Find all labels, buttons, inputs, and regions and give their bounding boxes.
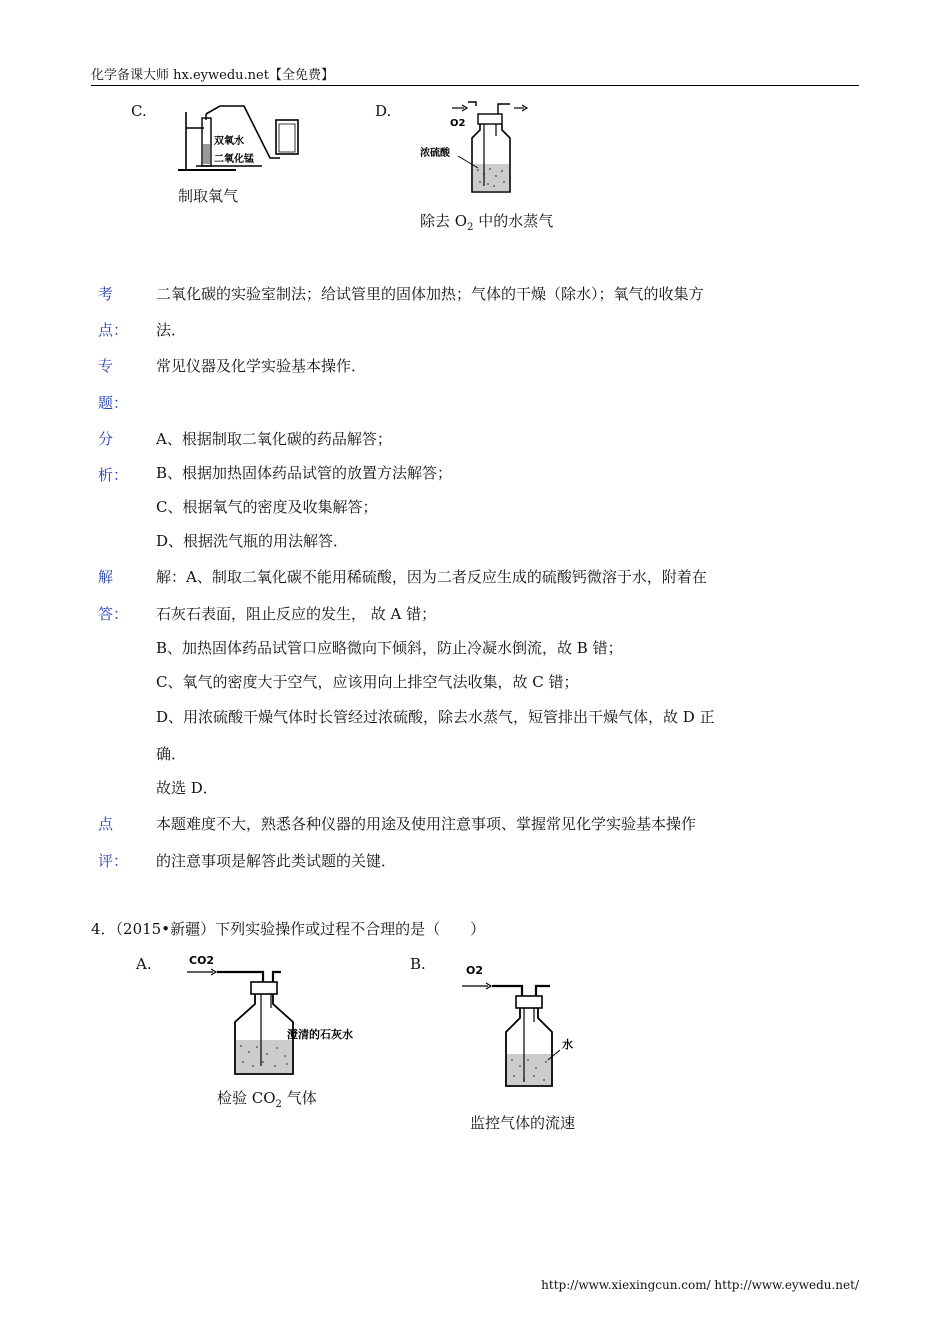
gas-flow-monitor-apparatus (460, 956, 590, 1096)
option-c-caption: 制取氧气 (178, 187, 239, 205)
dianping-label-2: 评： (98, 852, 129, 870)
dianping-line-2: 的注意事项是解答此类试题的关键． (156, 852, 397, 870)
zhuanti-label-1: 专 (98, 357, 114, 375)
option-a-letter: A. (136, 955, 152, 973)
jieda-line-3: B、加热固体药品试管口应略微向下倾斜，防止冷凝水倒流，故 B 错； (156, 639, 623, 657)
fenxi-a: A、根据制取二氧化碳的药品解答； (156, 430, 392, 448)
mno2-label: 二氧化锰 (214, 154, 254, 165)
jieda-line-7: 故选 D． (156, 779, 218, 797)
option-b-caption: 监控气体的流速 (470, 1114, 576, 1132)
oxygen-generation-apparatus (176, 100, 306, 176)
dianping-label-1: 点 (98, 815, 114, 833)
h2o2-label: 双氧水 (214, 136, 244, 147)
jieda-line-1: 解：A、制取二氧化碳不能用稀硫酸，因为二者反应生成的硫酸钙微溶于水，附着在 (156, 568, 707, 586)
dianping-line-1: 本题难度不大，熟悉各种仪器的用途及使用注意事项、掌握常见化学实验基本操作 (156, 815, 697, 833)
fenxi-b: B、根据加热固体药品试管的放置方法解答； (156, 464, 453, 482)
jieda-line-4: C、氧气的密度大于空气，应该用向上排空气法收集，故 C 错； (156, 673, 579, 691)
gas-washing-bottle-d (418, 98, 528, 198)
jieda-label-2: 答： (98, 605, 129, 623)
kaodian-label-1: 考 (98, 285, 114, 303)
jieda-line-6: 确． (156, 745, 187, 763)
zhuanti-text: 常见仪器及化学实验基本操作． (156, 357, 367, 375)
zhuanti-label-2: 题： (98, 394, 129, 412)
fenxi-label-1: 分 (98, 430, 114, 448)
option-d-letter: D. (375, 102, 392, 120)
d-o2-label: O2 (450, 118, 466, 129)
kaodian-text-2: 法． (156, 321, 187, 339)
fenxi-c: C、根据氧气的密度及收集解答； (156, 498, 378, 516)
question-4-stem: 4．（2015•新疆）下列实验操作或过程不合理的是（ ） (91, 920, 486, 938)
option-a-caption: 检验 $CO_2$ 气体 (217, 1089, 317, 1110)
fenxi-d: D、根据洗气瓶的用法解答． (156, 532, 349, 550)
option-c-letter: C. (131, 102, 147, 120)
a-co2-label: CO2 (189, 954, 215, 967)
jieda-label-1: 解 (98, 568, 114, 586)
b-o2-label: O2 (466, 964, 484, 977)
jieda-line-2: 石灰石表面，阻止反应的发生， 故 A 错； (156, 605, 437, 623)
kaodian-text-1: 二氧化碳的实验室制法；给试管里的固体加热；气体的干燥（除水）；氧气的收集方 (156, 285, 704, 303)
co2-test-apparatus (185, 948, 385, 1078)
option-d-caption: 除去 $O_2$ 中的水蒸气 (420, 212, 554, 233)
kaodian-label-2: 点： (98, 321, 129, 339)
option-b-letter: B. (410, 955, 426, 973)
fenxi-label-2: 析： (98, 466, 129, 484)
page-footer: http://www.xiexingcun.com/ http://www.eywedu.net/ (541, 1278, 859, 1292)
jieda-line-5: D、用浓硫酸干燥气体时长管经过浓硫酸，除去水蒸气，短管排出干燥气体，故 D 正 (156, 708, 715, 726)
b-water-label: 水 (562, 1038, 573, 1051)
conc-sulfuric-acid-label: 浓硫酸 (420, 148, 450, 159)
a-limewater-label: 澄清的石灰水 (287, 1028, 353, 1041)
header-rule (91, 85, 859, 86)
page-header: 化学备课大师 hx.eywedu.net【全免费】 (91, 68, 334, 83)
